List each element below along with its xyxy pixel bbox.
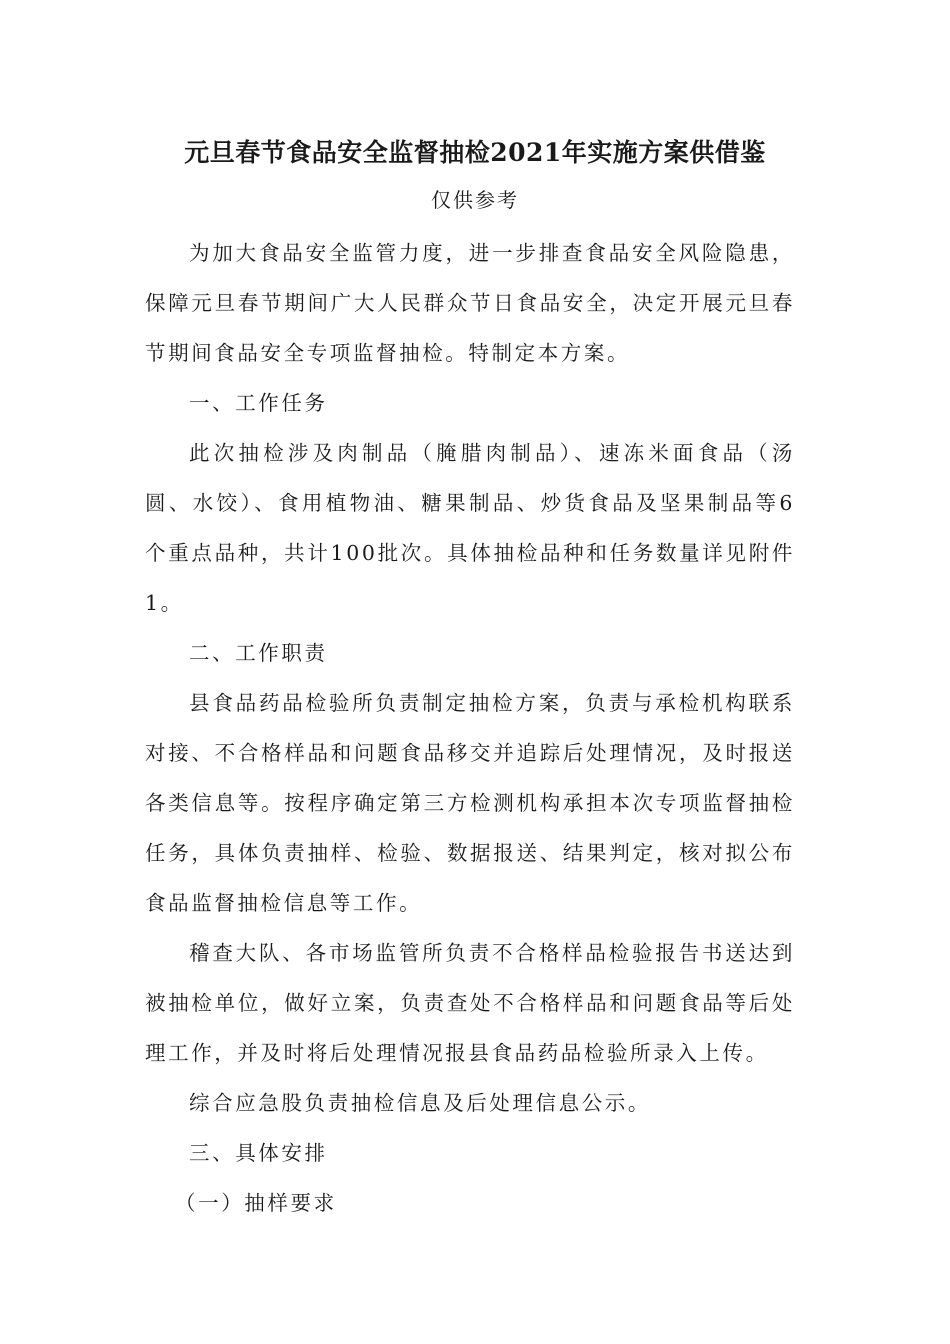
section-heading-responsibilities: 二、工作职责 bbox=[189, 641, 328, 665]
responsibilities-paragraph-1: 县食品药品检验所负责制定抽检方案，负责与承检机构联系对接、不合格样品和问题食品移交并追踪后处理情况，及时报送各类信息等。按程序确定第三方检测机构承担本次专项监督抽检任务，具体负责抽样、检验、数据报送、结果判定，核对拟公布食品监督抽检信息等工作。 bbox=[145, 691, 795, 915]
section-heading-work-tasks: 一、工作任务 bbox=[189, 391, 328, 415]
responsibilities-paragraph-3: 综合应急股负责抽检信息及后处理信息公示。 bbox=[189, 1091, 651, 1115]
work-tasks-paragraph: 此次抽检涉及肉制品（腌腊肉制品）、速冻米面食品（汤圆、水饺）、食用植物油、糖果制品、炒货食品及坚果制品等6个重点品种，共计100批次。具体抽检品种和任务数量详见附件1。 bbox=[145, 441, 795, 615]
document-body bbox=[145, 228, 795, 1228]
intro-paragraph: 为加大食品安全监管力度，进一步排查食品安全风险隐患，保障元旦春节期间广大人民群众节日食品安全，决定开展元旦春节期间食品安全专项监督抽检。特制定本方案。 bbox=[145, 241, 795, 365]
document-title: 元旦春节食品安全监督抽检2021年实施方案供借鉴 bbox=[184, 138, 766, 167]
subsection-heading-sampling: （一）抽样要求 bbox=[175, 1191, 337, 1215]
section-heading-arrangements: 三、具体安排 bbox=[189, 1141, 328, 1165]
document-subtitle: 仅供参考 bbox=[431, 188, 519, 212]
responsibilities-paragraph-2: 稽查大队、各市场监管所负责不合格样品检验报告书送达到被抽检单位，做好立案，负责查处不合格样品和问题食品等后处理工作，并及时将后处理情况报县食品药品检验所录入上传。 bbox=[145, 941, 795, 1065]
